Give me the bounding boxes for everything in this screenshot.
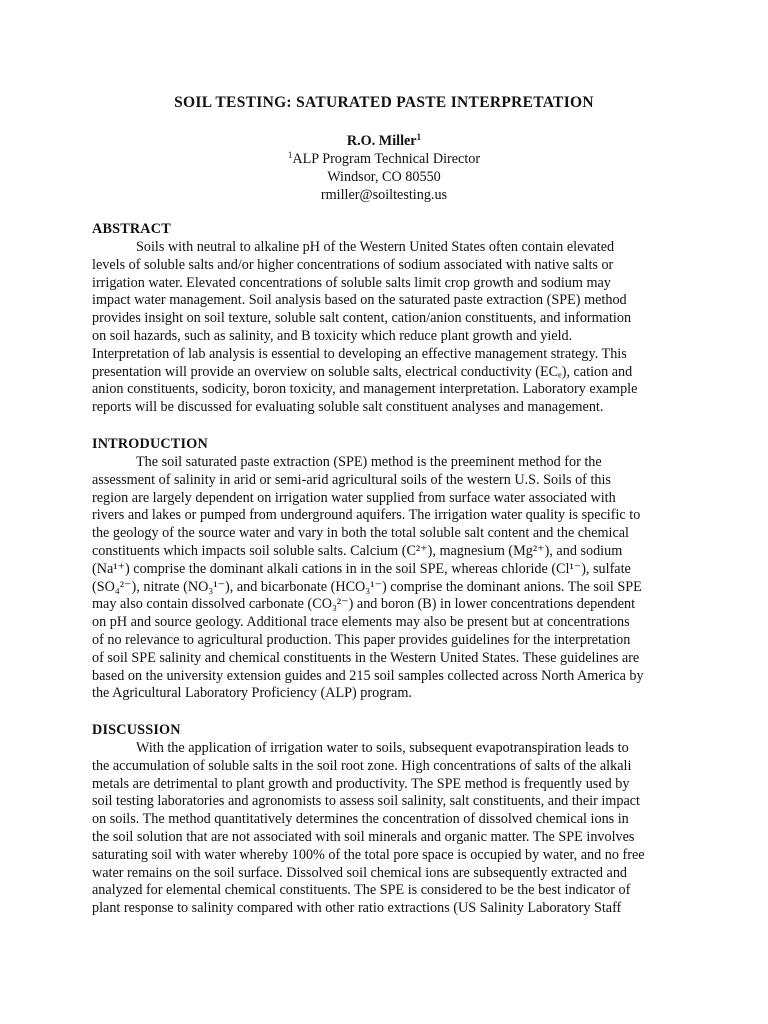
author-name-text: R.O. Miller xyxy=(346,133,417,149)
paragraph-line: metals are detrimental to plant growth and productivity. The SPE method is frequently used by xyxy=(92,775,630,792)
affiliation-footnote-mark: 1 xyxy=(287,150,293,160)
discussion-paragraph xyxy=(92,740,682,918)
paragraph-line: based on the university extension guides and 215 soil samples collected across North America by xyxy=(92,667,644,684)
section-heading-abstract: ABSTRACT xyxy=(92,221,171,237)
paragraph-line: the Agricultural Laboratory Proficiency (ALP) program. xyxy=(92,685,412,702)
paragraph-line: the accumulation of soluble salts in the soil root zone. High concentrations of salts of the alkali xyxy=(92,757,632,774)
paragraph-line: anion constituents, sodicity, boron toxicity, and management interpretation. Laboratory example xyxy=(92,381,638,398)
paragraph-line: may also contain dissolved carbonate (CO₃²⁻) and boron (B) in lower concentrations dependent xyxy=(92,596,636,613)
paragraph-line: saturating soil with water whereby 100% of the total pore space is occupied by water, and no free xyxy=(92,846,645,863)
paragraph-line: the soil solution that are not associated with soil minerals and organic matter. The SPE involves xyxy=(92,828,635,845)
paragraph-line: provides insight on soil texture, soluble salt content, cation/anion constituents, and information xyxy=(92,310,632,327)
paragraph-line: Interpretation of lab analysis is essential to developing an effective management strategy. This xyxy=(92,345,627,362)
paragraph-line: assessment of salinity in arid or semi-arid agricultural soils of the western U.S. Soils of this xyxy=(92,471,611,488)
paragraph-line: (Na¹⁺) comprise the dominant alkali cations in in the soil SPE, whereas chloride (Cl¹⁻), sulfate xyxy=(92,560,631,577)
author-location: Windsor, CO 80550 xyxy=(327,169,441,185)
abstract-paragraph xyxy=(92,239,682,417)
paragraph-line: soil testing laboratories and agronomists to assess soil salinity, salt constituents, and their impact xyxy=(92,793,640,810)
paragraph-line: on soil hazards, such as salinity, and B toxicity which reduce plant growth and yield. xyxy=(92,327,573,344)
paragraph-line: plant response to salinity compared with other ratio extractions (US Salinity Laboratory Staff xyxy=(92,900,622,917)
paragraph-line: constituents which impacts soil soluble salts. Calcium (C²⁺), magnesium (Mg²⁺), and sodium xyxy=(92,542,623,559)
document-title: SOIL TESTING: SATURATED PASTE INTERPRETATION xyxy=(174,94,594,111)
paragraph-line: The soil saturated paste extraction (SPE) method is the preeminent method for the xyxy=(136,454,602,470)
paragraph-line: region are largely dependent on irrigation water supplied from surface water associated with xyxy=(92,489,616,506)
paragraph-line: water remains on the soil surface. Dissolved soil chemical ions are subsequently extracted and xyxy=(92,864,628,881)
author-affiliation xyxy=(0,150,768,168)
paragraph-line: rivers and lakes or pumped from underground aquifers. The irrigation water quality is specific to xyxy=(92,507,641,524)
section-heading-discussion: DISCUSSION xyxy=(92,722,181,738)
author-footnote-mark: 1 xyxy=(416,132,422,142)
paragraph-line: Soils with neutral to alkaline pH of the Western United States often contain elevated xyxy=(136,239,615,255)
section-heading-introduction: INTRODUCTION xyxy=(92,436,208,452)
author-name xyxy=(0,132,768,150)
paragraph-line: irrigation water. Elevated concentrations of soluble salts limit crop growth and sodium may xyxy=(92,274,611,291)
author-block xyxy=(0,132,768,204)
paragraph-line: levels of soluble salts and/or higher concentrations of sodium associated with native salts or xyxy=(92,256,614,273)
paragraph-line: the geology of the source water and vary in both the total soluble salt content and the chemical xyxy=(92,525,629,542)
paragraph-line: on pH and source geology. Additional trace elements may also be present but at concentrations xyxy=(92,614,630,631)
introduction-paragraph xyxy=(92,454,682,703)
paragraph-line: of no relevance to agricultural production. This paper provides guidelines for the interpretation xyxy=(92,631,631,648)
paragraph-line: reports will be discussed for evaluating soluble salt constituent analyses and management. xyxy=(92,399,604,416)
paragraph-line: of soil SPE salinity and chemical constituents in the Western United States. These guidelines are xyxy=(92,649,640,666)
affiliation-text: ALP Program Technical Director xyxy=(292,151,481,167)
paragraph-line: on soils. The method quantitatively determines the concentration of dissolved chemical ions in xyxy=(92,811,629,828)
author-email[interactable]: rmiller@soiltesting.us xyxy=(320,187,448,203)
paragraph-line: impact water management. Soil analysis based on the saturated paste extraction (SPE) method xyxy=(92,292,627,309)
paragraph-line: (SO₄²⁻), nitrate (NO₃¹⁻), and bicarbonate (HCO₃¹⁻) comprise the dominant anions. The soil SPE xyxy=(92,578,642,595)
paragraph-line: presentation will provide an overview on soluble salts, electrical conductivity (ECₑ), cation and xyxy=(92,363,633,380)
paragraph-line: With the application of irrigation water to soils, subsequent evapotranspiration leads to xyxy=(136,740,629,756)
paragraph-line: analyzed for elemental chemical constituents. The SPE is considered to be the best indicator of xyxy=(92,882,631,899)
